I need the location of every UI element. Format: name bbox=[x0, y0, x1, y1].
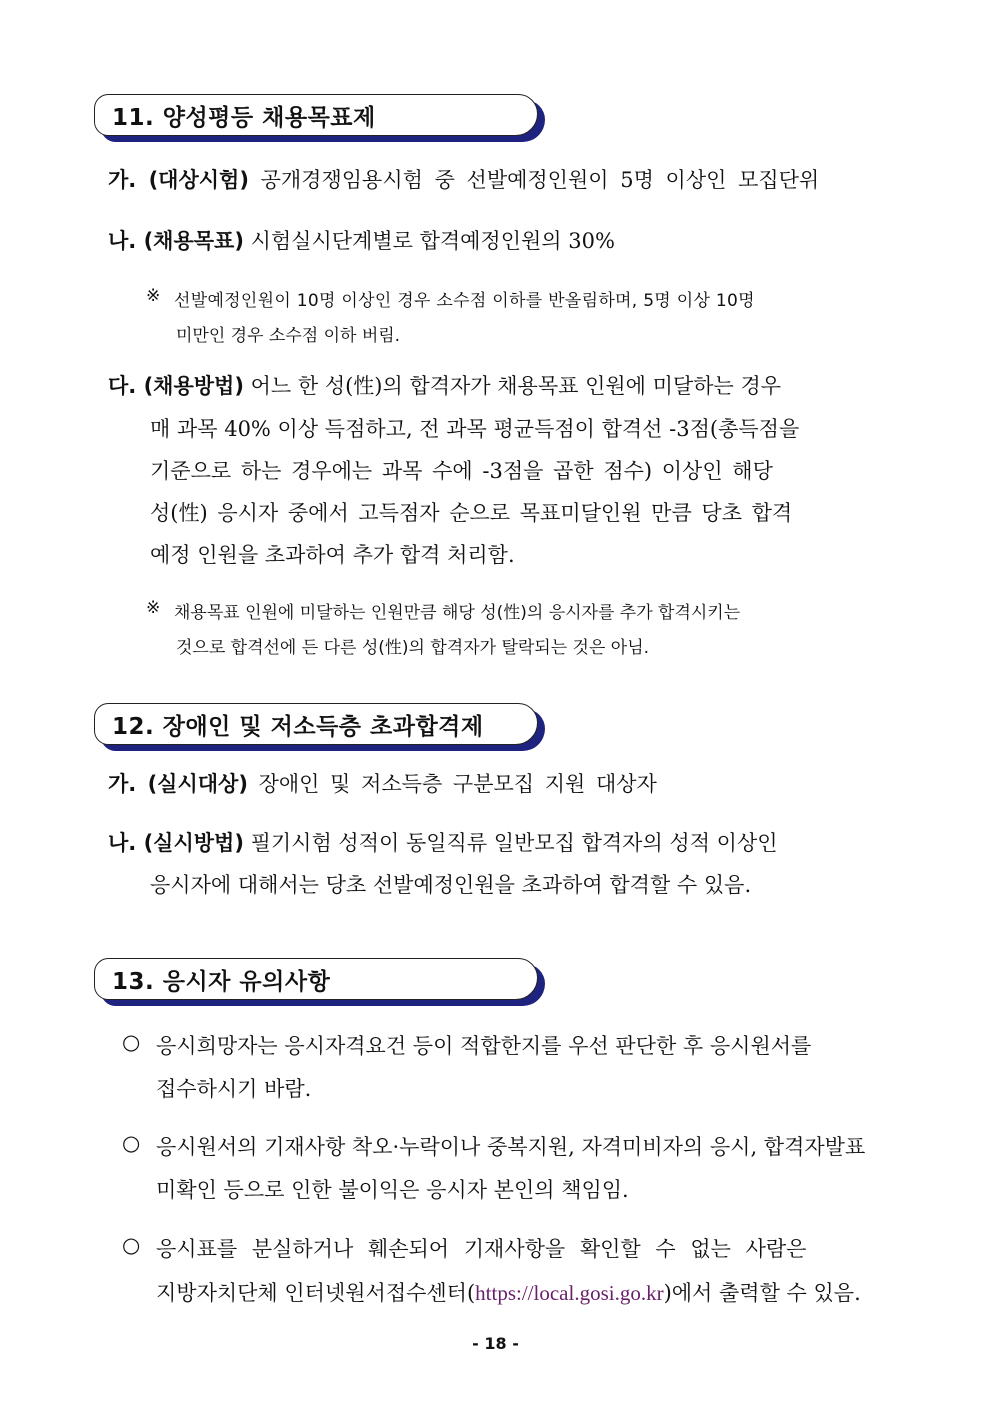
s11-item-c-line3: 기준으로 하는 경우에는 과목 수에 -3점을 곱한 점수) 이상인 해당 bbox=[150, 459, 773, 483]
s11-item-c-line4: 성(性) 응시자 중에서 고득점자 순으로 목표미달인원 만큼 당초 합격 bbox=[150, 501, 793, 525]
s11-item-a bbox=[108, 164, 819, 194]
s13-bullet-1: ○ bbox=[122, 1030, 141, 1054]
s13-bullet-2: ○ bbox=[122, 1131, 141, 1155]
s11-item-c-line2: 매 과목 40% 이상 득점하고, 전 과목 평균득점이 합격선 -3점(총득점을 bbox=[150, 417, 800, 441]
s11-item-a-text: 공개경쟁임용시험 중 선발예정인원이 5명 이상인 모집단위 bbox=[260, 168, 820, 192]
s12-item-b-line1: 필기시험 성적이 동일직류 일반모집 합격자의 성적 이상인 bbox=[250, 831, 778, 855]
s11-item-c-label: 다. (채용방법) bbox=[108, 374, 244, 398]
s12-item-b-line2: 응시자에 대해서는 당초 선발예정인원을 초과하여 합격할 수 있음. bbox=[150, 873, 752, 897]
s13-p2-line1: 응시원서의 기재사항 착오·누락이나 중복지원, 자격미비자의 응시, 합격자발표 bbox=[156, 1135, 866, 1159]
s11-item-b-text: 시험실시단계별로 합격예정인원의 30% bbox=[250, 229, 615, 253]
s11-item-c-line1: 어느 한 성(性)의 합격자가 채용목표 인원에 미달하는 경우 bbox=[250, 374, 782, 398]
page-number: - 18 - bbox=[472, 1334, 519, 1353]
s13-p2-line2: 미확인 등으로 인한 불이익은 응시자 본인의 책임임. bbox=[156, 1178, 629, 1202]
s12-item-a-label: 가. (실시대상) bbox=[108, 772, 248, 796]
section-13-header bbox=[94, 958, 546, 1006]
s13-p1-line1: 응시희망자는 응시자격요건 등이 적합한지를 우선 판단한 후 응시원서를 bbox=[156, 1034, 812, 1058]
s13-p3-line2-pre: 지방자치단체 인터넷원서접수센터( bbox=[156, 1281, 476, 1305]
section-13-title: 13. 응시자 유의사항 bbox=[112, 969, 331, 995]
s12-item-a bbox=[108, 768, 657, 798]
s11-note1-mark: ※ bbox=[146, 286, 161, 306]
section-12-title: 12. 장애인 및 저소득층 초과합격제 bbox=[112, 714, 484, 740]
section-11-header bbox=[94, 94, 546, 142]
s11-note2-line1: 채용목표 인원에 미달하는 인원만큼 해당 성(性)의 응시자를 추가 합격시키는 bbox=[174, 603, 741, 623]
s12-item-a-text: 장애인 및 저소득층 구분모집 지원 대상자 bbox=[258, 772, 657, 796]
s11-note2-mark: ※ bbox=[146, 598, 161, 618]
s11-item-c bbox=[108, 370, 781, 400]
s13-bullet-3: ○ bbox=[122, 1233, 141, 1257]
s11-item-b-label: 나. (채용목표) bbox=[108, 229, 244, 253]
s11-item-c-line5: 예정 인원을 초과하여 추가 합격 처리함. bbox=[150, 543, 515, 567]
s13-p3-line2 bbox=[156, 1277, 861, 1307]
s13-p3-line2-post: )에서 출력할 수 있음. bbox=[663, 1281, 861, 1305]
s11-note1-line1: 선발예정인원이 10명 이상인 경우 소수점 이하를 반올림하며, 5명 이상 10명 bbox=[174, 291, 755, 311]
s11-item-b bbox=[108, 225, 615, 255]
s12-item-b-label: 나. (실시방법) bbox=[108, 831, 244, 855]
section-12-header bbox=[94, 703, 546, 751]
section-11-title: 11. 양성평등 채용목표제 bbox=[112, 105, 376, 131]
gosi-url-link[interactable]: https://local.gosi.go.kr bbox=[475, 1281, 664, 1305]
s13-p1-line2: 접수하시기 바람. bbox=[156, 1077, 312, 1101]
s11-note2-line2: 것으로 합격선에 든 다른 성(性)의 합격자가 탈락되는 것은 아님. bbox=[176, 638, 650, 658]
s13-p3-line1: 응시표를 분실하거나 훼손되어 기재사항을 확인할 수 없는 사람은 bbox=[156, 1237, 807, 1261]
s11-item-a-label: 가. (대상시험) bbox=[108, 168, 249, 192]
s12-item-b bbox=[108, 827, 778, 857]
s11-note1-line2: 미만인 경우 소수점 이하 버림. bbox=[176, 326, 401, 346]
